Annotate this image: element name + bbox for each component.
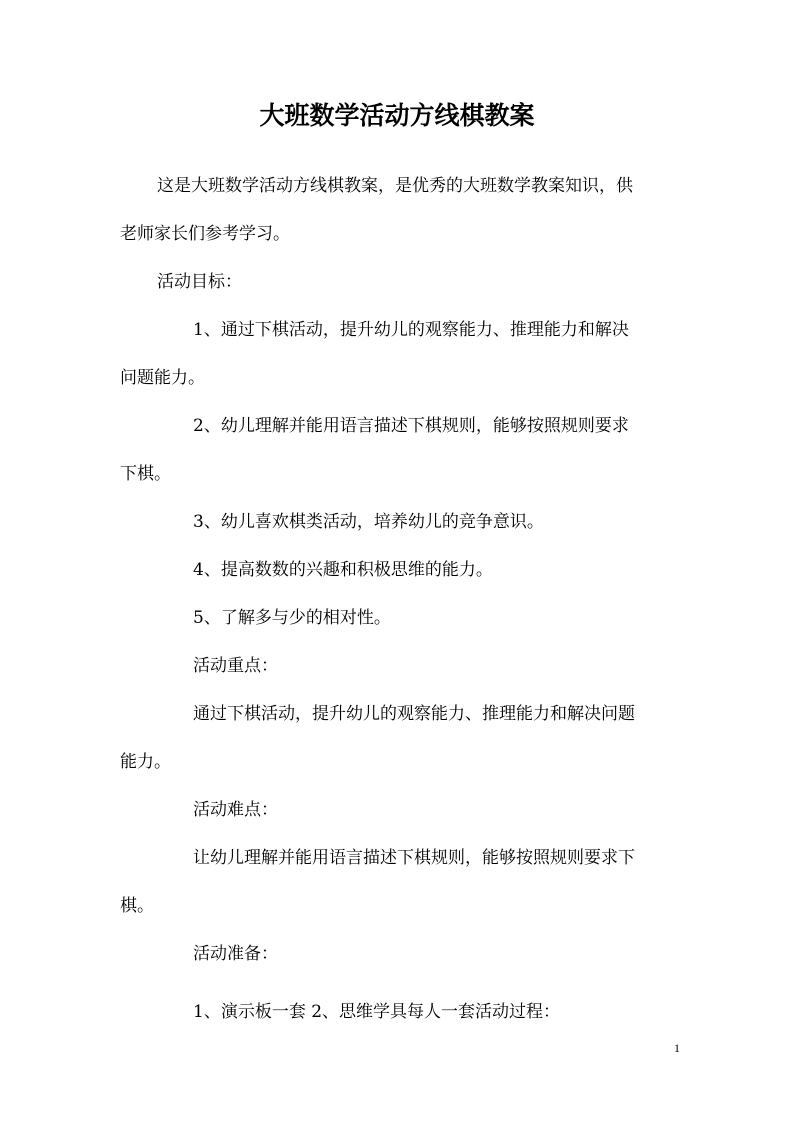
document-title: 大班数学活动方线棋教案 <box>259 101 535 130</box>
page-number: 1 <box>674 1041 680 1055</box>
prep-line-1: 1、演示板一套 2、思维学具每人一套活动过程： <box>193 1002 561 1022</box>
goal-2-line-1: 2、幼儿理解并能用语言描述下棋规则，能够按照规则要求 <box>193 416 629 436</box>
goals-heading: 活动目标： <box>157 272 242 292</box>
goal-3: 3、幼儿喜欢棋类活动，培养幼儿的竞争意识。 <box>193 512 544 532</box>
focus-line-1: 通过下棋活动，提升幼儿的观察能力、推理能力和解决问题 <box>193 704 635 724</box>
prep-heading: 活动准备： <box>193 944 278 964</box>
goal-4: 4、提高数数的兴趣和积极思维的能力。 <box>193 560 493 580</box>
goal-2-line-2: 下棋。 <box>120 464 171 484</box>
focus-heading: 活动重点： <box>193 656 278 676</box>
intro-paragraph-line-1: 这是大班数学活动方线棋教案，是优秀的大班数学教案知识，供 <box>157 176 633 196</box>
goal-5: 5、了解多与少的相对性。 <box>193 608 391 628</box>
difficulty-line-1: 让幼儿理解并能用语言描述下棋规则，能够按照规则要求下 <box>193 848 635 868</box>
difficulty-line-2: 棋。 <box>120 896 154 916</box>
intro-paragraph-line-2: 老师家长们参考学习。 <box>120 224 290 244</box>
goal-1-line-2: 问题能力。 <box>120 368 205 388</box>
difficulty-heading: 活动难点： <box>193 800 278 820</box>
goal-1-line-1: 1、通过下棋活动，提升幼儿的观察能力、推理能力和解决 <box>193 320 629 340</box>
focus-line-2: 能力。 <box>120 752 171 772</box>
